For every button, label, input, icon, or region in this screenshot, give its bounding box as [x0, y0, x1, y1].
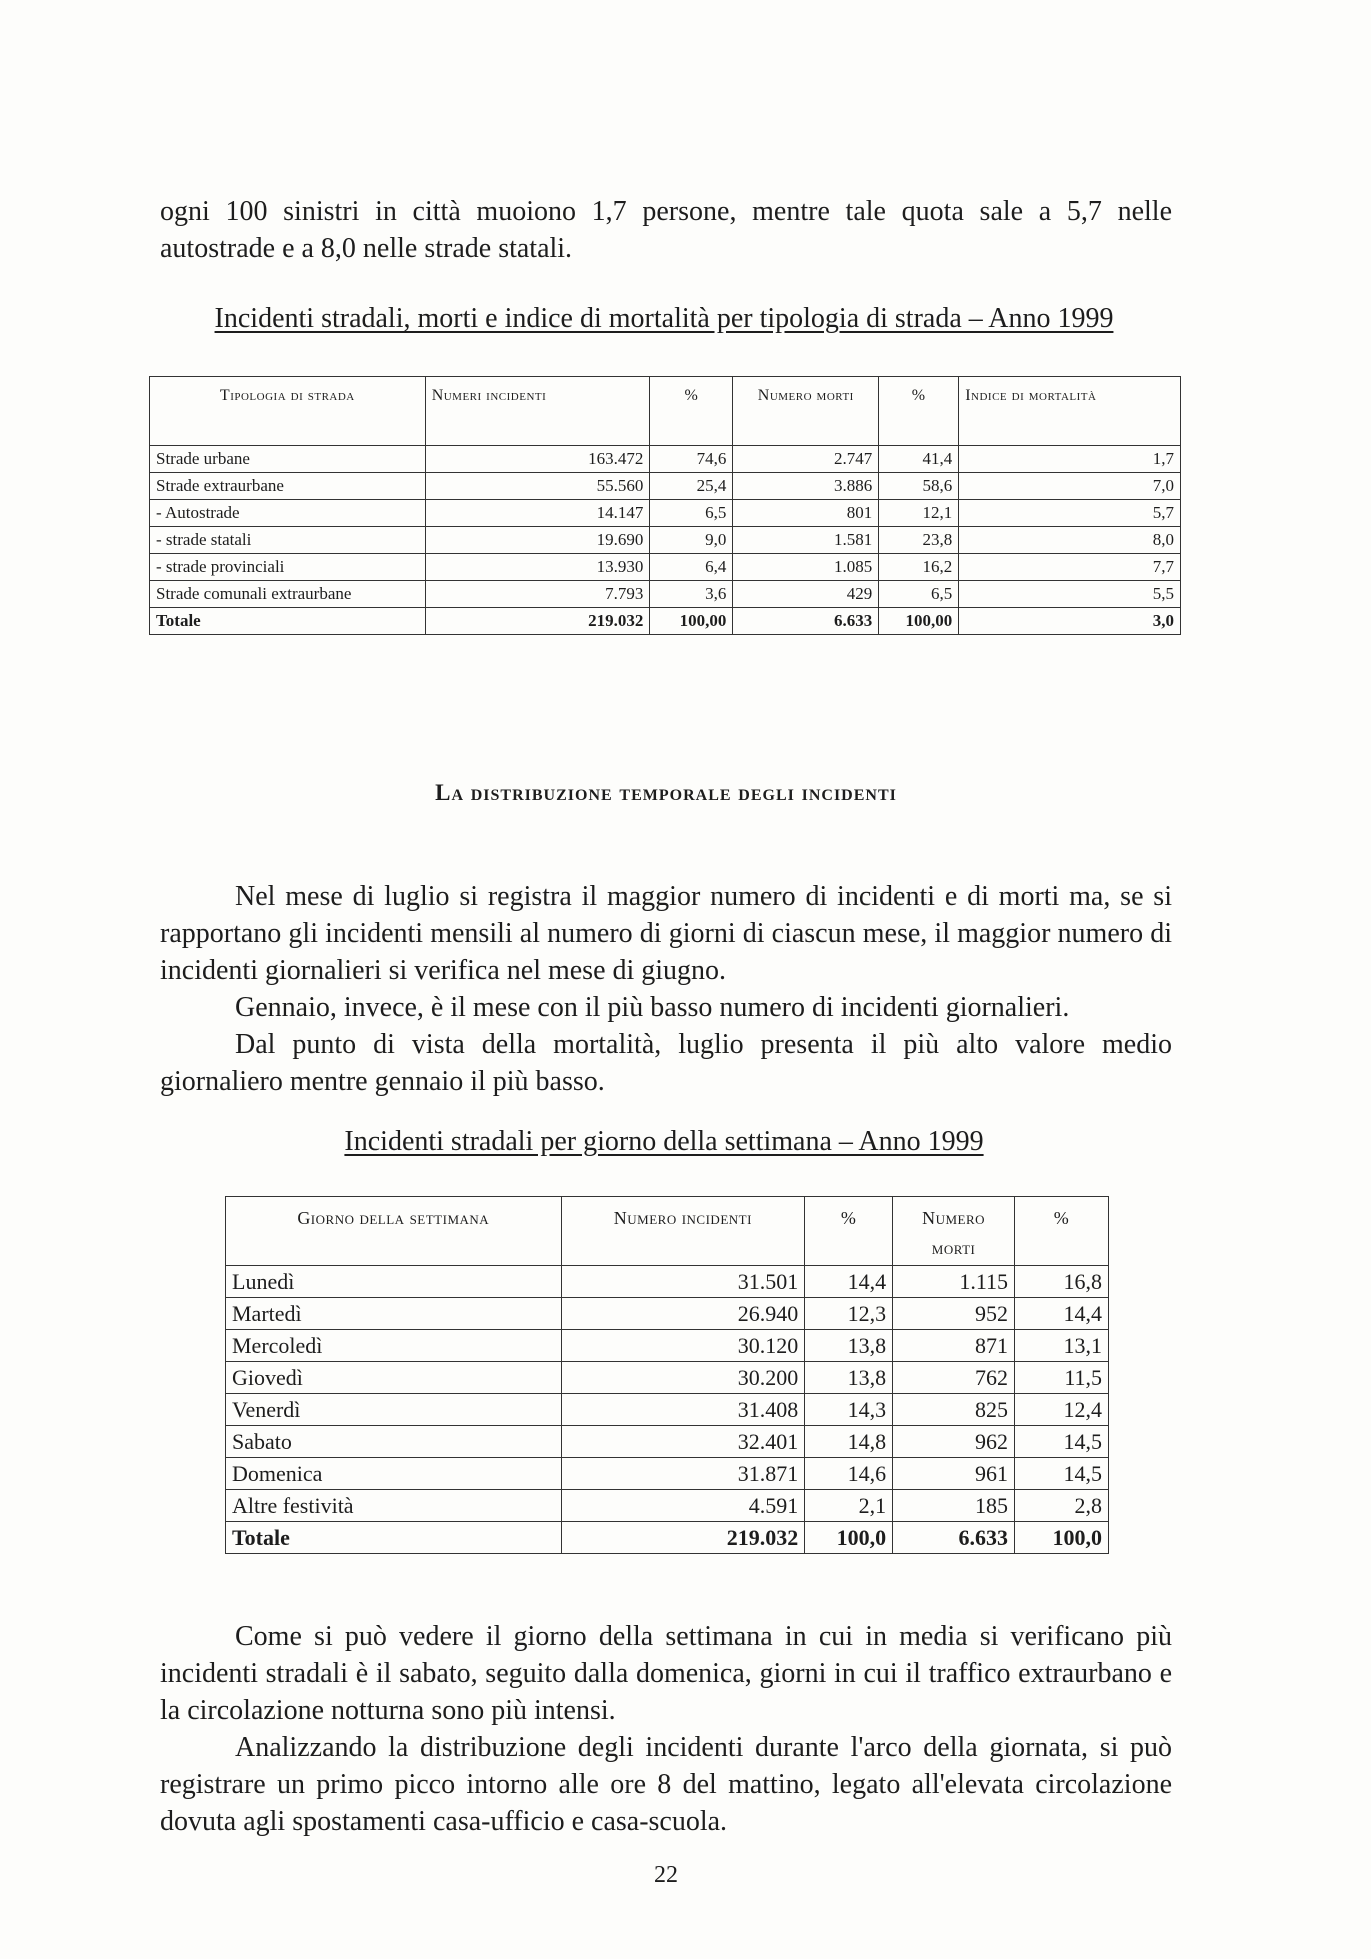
- section-title: La distribuzione temporale degli incidenti: [435, 780, 897, 805]
- cell: 31.871: [561, 1458, 805, 1490]
- cell: 2.747: [733, 446, 879, 473]
- cell: Sabato: [226, 1426, 562, 1458]
- cell: 4.591: [561, 1490, 805, 1522]
- header-deaths: Numero morti: [893, 1197, 1015, 1266]
- cell: 16,8: [1015, 1266, 1109, 1298]
- header-mortality-index: Indice di mortalità: [959, 377, 1181, 446]
- cell: 219.032: [561, 1522, 805, 1554]
- cell: 6,4: [650, 554, 733, 581]
- cell: 7,7: [959, 554, 1181, 581]
- cell: Strade comunali extraurbane: [150, 581, 426, 608]
- body-paragraph: Dal punto di vista della mortalità, luglio presenta il più alto valore medio giornaliero mentre gennaio il più basso.: [160, 1029, 1172, 1097]
- header-deaths-pct: %: [1015, 1197, 1109, 1266]
- cell: 3,0: [959, 608, 1181, 635]
- cell: Domenica: [226, 1458, 562, 1490]
- cell: Strade extraurbane: [150, 473, 426, 500]
- cell: 11,5: [1015, 1362, 1109, 1394]
- cell: 100,00: [650, 608, 733, 635]
- header-incidents-pct: %: [650, 377, 733, 446]
- cell: Lunedì: [226, 1266, 562, 1298]
- cell: 23,8: [879, 527, 959, 554]
- cell: 3,6: [650, 581, 733, 608]
- table1-caption: Incidenti stradali, morti e indice di mortalità per tipologia di strada – Anno 1999: [214, 303, 1114, 334]
- cell: 1.085: [733, 554, 879, 581]
- road-type-table: [149, 376, 1181, 635]
- cell: 6.633: [733, 608, 879, 635]
- cell: 31.408: [561, 1394, 805, 1426]
- cell: 952: [893, 1298, 1015, 1330]
- body-paragraph: Gennaio, invece, è il mese con il più basso numero di incidenti giornalieri.: [235, 992, 1070, 1023]
- table-total-row: [226, 1522, 1109, 1554]
- table-row: [150, 446, 1181, 473]
- cell: Venerdì: [226, 1394, 562, 1426]
- cell: 1.115: [893, 1266, 1015, 1298]
- cell: 6,5: [879, 581, 959, 608]
- cell: 961: [893, 1458, 1015, 1490]
- cell: Strade urbane: [150, 446, 426, 473]
- cell: Mercoledì: [226, 1330, 562, 1362]
- page-number: 22: [654, 1862, 678, 1888]
- cell: - Autostrade: [150, 500, 426, 527]
- header-weekday: Giorno della settimana: [226, 1197, 562, 1266]
- cell: 14,3: [805, 1394, 893, 1426]
- cell: 14,4: [805, 1266, 893, 1298]
- cell: 762: [893, 1362, 1015, 1394]
- header-incidents-pct: %: [805, 1197, 893, 1266]
- cell: 100,0: [805, 1522, 893, 1554]
- cell: 962: [893, 1426, 1015, 1458]
- cell: Totale: [150, 608, 426, 635]
- cell: 100,0: [1015, 1522, 1109, 1554]
- cell: 9,0: [650, 527, 733, 554]
- cell: 26.940: [561, 1298, 805, 1330]
- cell: 7,0: [959, 473, 1181, 500]
- cell: 429: [733, 581, 879, 608]
- cell: 14,4: [1015, 1298, 1109, 1330]
- table-row: [226, 1426, 1109, 1458]
- cell: 32.401: [561, 1426, 805, 1458]
- cell: 58,6: [879, 473, 959, 500]
- cell: 6,5: [650, 500, 733, 527]
- cell: 30.200: [561, 1362, 805, 1394]
- cell: 14,8: [805, 1426, 893, 1458]
- body-paragraph: Nel mese di luglio si registra il maggior numero di incidenti e di morti ma, se si rapportano gli incidenti mensili al numero di giorni di ciascun mese, il maggior numero di incidenti giornalieri si verifica nel mese di giugno.: [160, 881, 1172, 986]
- cell: Totale: [226, 1522, 562, 1554]
- cell: 13,1: [1015, 1330, 1109, 1362]
- body-paragraph: Analizzando la distribuzione degli incidenti durante l'arco della giornata, si può registrare un primo picco intorno alle ore 8 del mattino, legato all'elevata circolazione dovuta agli spostamenti casa-ufficio e casa-scuola.: [160, 1732, 1172, 1837]
- table-row: [226, 1490, 1109, 1522]
- intro-paragraph: ogni 100 sinistri in città muoiono 1,7 persone, mentre tale quota sale a 5,7 nelle autostrade e a 8,0 nelle strade statali.: [160, 196, 1172, 264]
- header-incidents: Numero incidenti: [561, 1197, 805, 1266]
- cell: 2,1: [805, 1490, 893, 1522]
- cell: Altre festività: [226, 1490, 562, 1522]
- cell: - strade statali: [150, 527, 426, 554]
- table-row: [150, 581, 1181, 608]
- header-deaths: Numero morti: [733, 377, 879, 446]
- table-row: [150, 554, 1181, 581]
- cell: 3.886: [733, 473, 879, 500]
- cell: 7.793: [425, 581, 650, 608]
- cell: 30.120: [561, 1330, 805, 1362]
- cell: 5,5: [959, 581, 1181, 608]
- table-header-row: [226, 1197, 1109, 1266]
- cell: 219.032: [425, 608, 650, 635]
- cell: 25,4: [650, 473, 733, 500]
- cell: Martedì: [226, 1298, 562, 1330]
- cell: 74,6: [650, 446, 733, 473]
- body-section-2: [160, 1618, 1172, 1840]
- cell: 14,5: [1015, 1458, 1109, 1490]
- table-row: [226, 1458, 1109, 1490]
- cell: 5,7: [959, 500, 1181, 527]
- cell: 55.560: [425, 473, 650, 500]
- cell: 825: [893, 1394, 1015, 1426]
- cell: 1,7: [959, 446, 1181, 473]
- table-row: [150, 473, 1181, 500]
- cell: 41,4: [879, 446, 959, 473]
- header-incidents: Numeri incidenti: [425, 377, 650, 446]
- cell: 2,8: [1015, 1490, 1109, 1522]
- cell: 14,6: [805, 1458, 893, 1490]
- table-row: [226, 1330, 1109, 1362]
- cell: Giovedì: [226, 1362, 562, 1394]
- table-row: [226, 1394, 1109, 1426]
- cell: 13.930: [425, 554, 650, 581]
- cell: 13,8: [805, 1362, 893, 1394]
- table2-caption: Incidenti stradali per giorno della settimana – Anno 1999: [344, 1126, 984, 1157]
- cell: 6.633: [893, 1522, 1015, 1554]
- cell: 12,3: [805, 1298, 893, 1330]
- table-row: [226, 1266, 1109, 1298]
- table-row: [226, 1362, 1109, 1394]
- table-total-row: [150, 608, 1181, 635]
- table-header-row: [150, 377, 1181, 446]
- cell: 14,5: [1015, 1426, 1109, 1458]
- table-row: [226, 1298, 1109, 1330]
- body-paragraph: Come si può vedere il giorno della settimana in cui in media si verificano più incidenti stradali è il sabato, seguito dalla domenica, giorni in cui il traffico extraurbano e la circolazione notturna sono più intensi.: [160, 1621, 1172, 1726]
- header-deaths-pct: %: [879, 377, 959, 446]
- cell: 14.147: [425, 500, 650, 527]
- body-section-1: [160, 878, 1172, 1100]
- cell: 16,2: [879, 554, 959, 581]
- cell: 801: [733, 500, 879, 527]
- cell: 163.472: [425, 446, 650, 473]
- table-row: [150, 500, 1181, 527]
- cell: 185: [893, 1490, 1015, 1522]
- cell: 871: [893, 1330, 1015, 1362]
- cell: 1.581: [733, 527, 879, 554]
- cell: 8,0: [959, 527, 1181, 554]
- cell: 19.690: [425, 527, 650, 554]
- header-road-type: Tipologia di strada: [150, 377, 426, 446]
- cell: 100,00: [879, 608, 959, 635]
- cell: 12,1: [879, 500, 959, 527]
- cell: 31.501: [561, 1266, 805, 1298]
- cell: 13,8: [805, 1330, 893, 1362]
- cell: 12,4: [1015, 1394, 1109, 1426]
- weekday-table: [225, 1196, 1109, 1554]
- cell: - strade provinciali: [150, 554, 426, 581]
- table-row: [150, 527, 1181, 554]
